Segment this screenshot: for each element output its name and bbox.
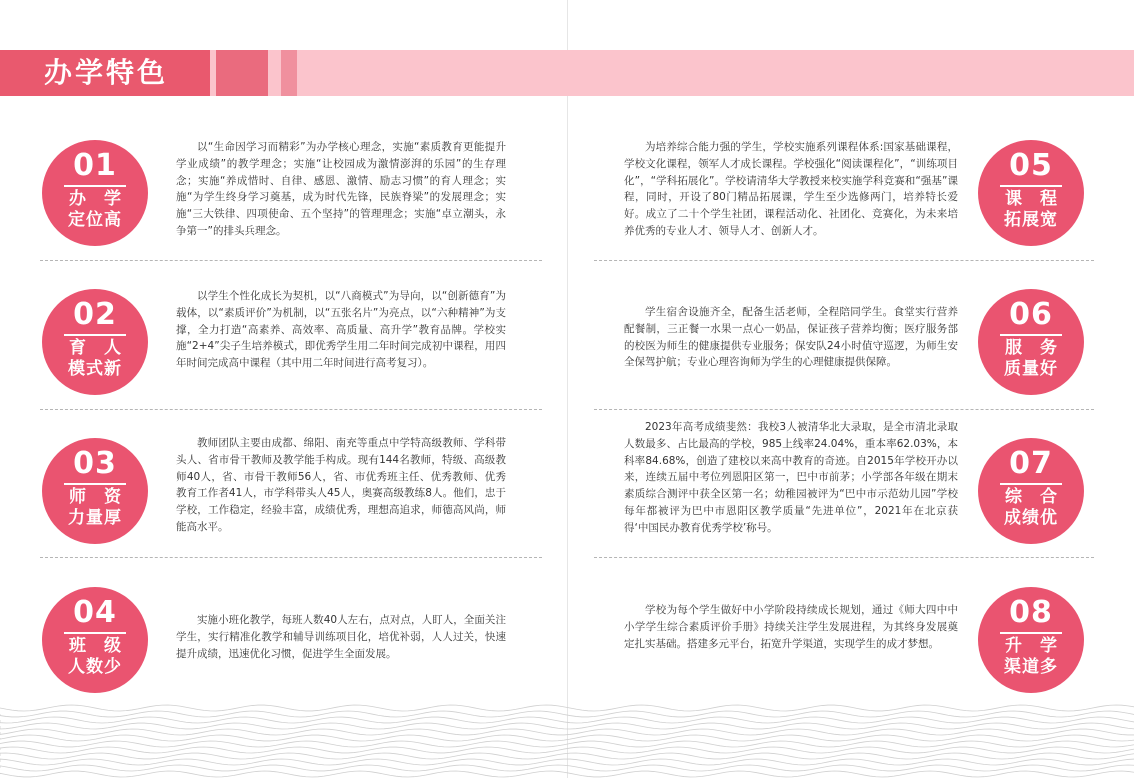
- wave-line: [0, 759, 1134, 765]
- feature-badge-08: [978, 587, 1084, 693]
- wave-line: [0, 717, 1134, 723]
- feature-description: 实施小班化教学，每班人数40人左右，点对点，人盯人，全面关注学生，实行精准化教学和辅导训练项目化，培优补弱，人人过关，快速提升成绩，迅速优化习惯，促进学生全面发展。: [176, 614, 506, 660]
- badge-divider: [64, 483, 126, 485]
- feature-badge-01: [42, 140, 148, 246]
- feature-title-line2: 人数少: [68, 657, 122, 677]
- feature-title-line2: 渠道多: [1004, 657, 1058, 677]
- feature-badge-05: [978, 140, 1084, 246]
- feature-badge-02: [42, 289, 148, 395]
- page-title: 办学特色: [44, 56, 169, 89]
- wave-line: [0, 771, 1134, 777]
- feature-title-line1: 办学: [69, 189, 139, 209]
- wave-decoration: [0, 700, 1134, 778]
- feature-title-line2: 质量好: [1004, 359, 1058, 379]
- badge-divider: [1000, 334, 1062, 336]
- feature-number: 03: [73, 446, 117, 481]
- page-fold: [567, 0, 568, 778]
- feature-title-line2: 模式新: [68, 359, 122, 379]
- feature-description: 为培养综合能力强的学生，学校实施系列课程体系:国家基础课程，学校文化课程，领军人才成长课程。学校强化“阅读课程化”，“训练项目化”，“学科拓展化”。学校请清华大学教授来校实施学科竞赛和“强基”课程，同时，开设了80门精品拓展课，学生至少选修两门，培养特长爱好。成立了二十个学生社团，课程活动化、社团化、竞赛化，为未来培养优秀的专业人才、领导人才、创新人才。: [624, 141, 958, 237]
- feature-title-line2: 力量厚: [68, 508, 122, 528]
- feature-number: 01: [73, 148, 117, 183]
- feature-badge-06: [978, 289, 1084, 395]
- feature-title-line1: 综合: [1005, 487, 1075, 507]
- wave-line: [0, 741, 1134, 747]
- wave-line: [0, 705, 1134, 711]
- badge-divider: [64, 334, 126, 336]
- feature-description: 2023年高考成绩斐然：我校3人被清华北大录取，是全市清北录取人数最多、占比最高的学校，985上线率24.04%，重本率62.03%，本科率84.68%，创造了建校以来高中教育的奇迹。自2015年学校开办以来，连续五届中考位列恩阳区第一，巴中市前茅；小学部各年级在期末素质综合测评中获全区第一名；幼稚园被评为“巴中市示范幼儿园”学校每年都被评为巴中市恩阳区教学质量“先进单位”，2021年在北京获得‘中国民办教育优秀学校’称号。: [624, 421, 958, 534]
- feature-description: 以学生个性化成长为契机，以“八商模式”为导向，以“创新德育”为载体，以“素质评价”为机制，以“五张名片”为亮点，以“六种精神”为支撑，全力打造“高素养、高效率、高质量、高升学”教育品牌。学校实施“2+4”尖子生培养模式，即优秀学生用二年时间完成初中课程，用四年时间完成高中课程（其中用二年时间进行高考复习）。: [176, 290, 506, 370]
- feature-title-line1: 升学: [1005, 636, 1075, 656]
- wave-line: [0, 735, 1134, 741]
- feature-number: 07: [1009, 446, 1053, 481]
- feature-badge-03: [42, 438, 148, 544]
- section-divider: [40, 409, 542, 410]
- feature-badge-07: [978, 438, 1084, 544]
- feature-title-line1: 育人: [69, 338, 139, 358]
- feature-title-line2: 成绩优: [1004, 508, 1058, 528]
- badge-divider: [1000, 185, 1062, 187]
- badge-divider: [1000, 483, 1062, 485]
- section-divider: [594, 260, 1094, 261]
- feature-title-line1: 课程: [1005, 189, 1075, 209]
- header-decor-bar: [216, 50, 268, 96]
- wave-line: [0, 723, 1134, 729]
- feature-description: 学生宿舍设施齐全，配备生活老师，全程陪同学生。食堂实行营养配餐制，三正餐一水果一点心一奶品，保证孩子营养均衡；医疗服务部的校医为师生的健康提供专业服务；保安队24小时值守巡逻，为师生安全保驾护航；专业心理咨询师为学生的心理健康提供保障。: [624, 306, 958, 369]
- feature-description: 教师团队主要由成都、绵阳、南充等重点中学特高级教师、学科带头人、省市骨干教师及教学能手构成。现有144名教师，特级、高级教师40人，省、市骨干教师56人，省、市优秀班主任、优秀教师、优秀教育工作者41人，市学科带头人45人，奥赛高级教练8人。他们，忠于学校，工作稳定，经验丰富，成绩优秀，理想高追求，师德高风尚，师能高水平。: [176, 437, 506, 533]
- feature-description: 以“生命因学习而精彩”为办学核心理念，实施“素质教育更能提升学业成绩”的教学理念；实施“让校园成为激情澎湃的乐园”的生存理念；实施“养成惜时、自律、感恩、激情、励志习惯”的育人理念；实施“为学生终身学习奠基，成为时代先锋，民族脊梁”的发展理念；实施“三大铁律、四项使命、五个坚持”的管理理念；实施“卓立潮头，永争第一”的排头兵理念。: [176, 141, 506, 237]
- feature-number: 06: [1009, 297, 1053, 332]
- badge-divider: [1000, 632, 1062, 634]
- wave-line: [0, 765, 1134, 771]
- feature-description: 学校为每个学生做好中小学阶段持续成长规划，通过《师大四中中小学学生综合素质评价手册》持续关注学生发展进程，为其终身发展奠定扎实基础。搭建多元平台，拓宽升学渠道，实现学生的成才梦想。: [624, 604, 958, 650]
- section-divider: [40, 260, 542, 261]
- header-decor-bar: [281, 50, 297, 96]
- feature-title-line1: 师资: [69, 487, 139, 507]
- section-divider: [40, 557, 542, 558]
- feature-number: 02: [73, 297, 117, 332]
- feature-title-line2: 拓展宽: [1004, 210, 1058, 230]
- wave-line: [0, 729, 1134, 735]
- feature-badge-04: [42, 587, 148, 693]
- badge-divider: [64, 632, 126, 634]
- feature-title-line1: 服务: [1005, 338, 1075, 358]
- badge-divider: [64, 185, 126, 187]
- feature-number: 08: [1009, 595, 1053, 630]
- wave-line: [0, 747, 1134, 753]
- feature-title-line1: 班级: [69, 636, 139, 656]
- wave-line: [0, 753, 1134, 759]
- section-divider: [594, 557, 1094, 558]
- section-divider: [594, 409, 1094, 410]
- feature-title-line2: 定位高: [68, 210, 122, 230]
- feature-number: 05: [1009, 148, 1053, 183]
- feature-number: 04: [73, 595, 117, 630]
- wave-line: [0, 711, 1134, 717]
